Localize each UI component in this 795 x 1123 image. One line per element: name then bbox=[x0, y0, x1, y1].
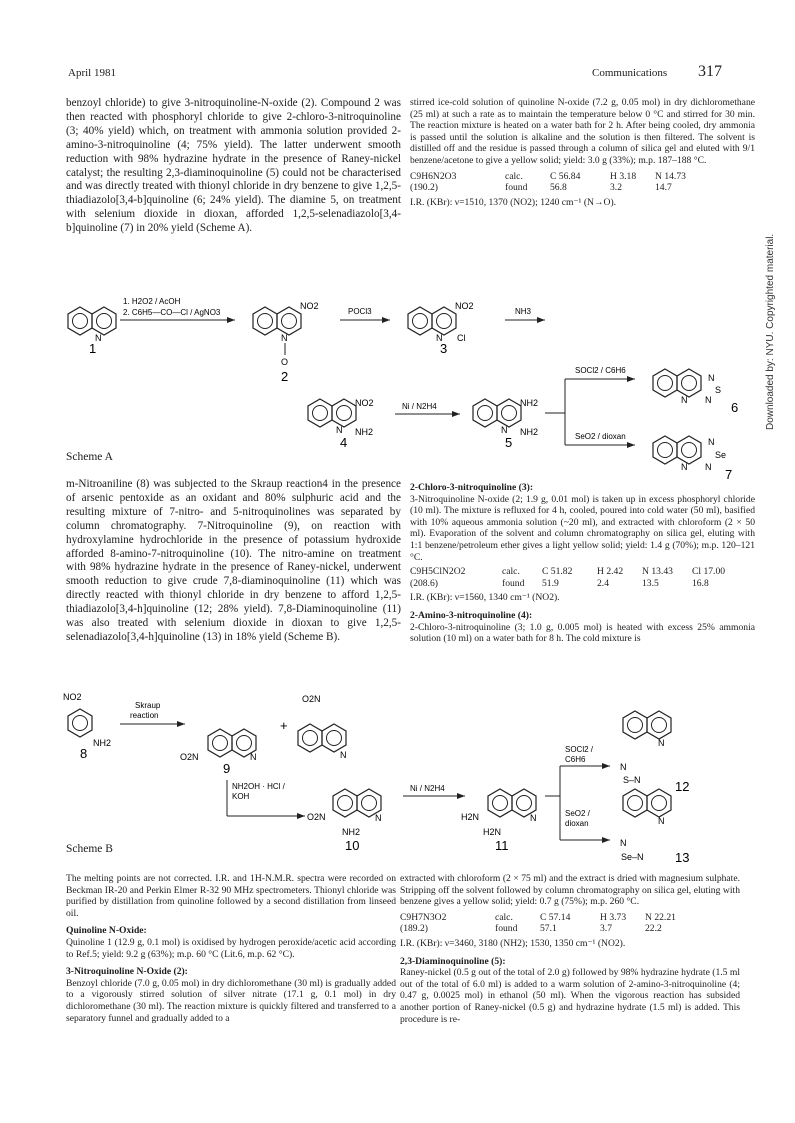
thiadiazoloquinoline-structure-6 bbox=[653, 369, 701, 397]
atom-nh2: NH2 bbox=[355, 427, 374, 437]
reagent-ni: Ni / N2H4 bbox=[402, 402, 437, 411]
atom-o2n: O2N bbox=[307, 812, 326, 822]
atom-n: N bbox=[281, 333, 288, 343]
reagent-nh2oh: NH2OH · HCl / bbox=[232, 782, 285, 791]
experimental-left-column bbox=[66, 873, 396, 1024]
quinoline-structure-4 bbox=[308, 399, 356, 427]
5-nitroquinoline-structure bbox=[298, 724, 346, 752]
procedure-5: Raney-nickel (0.5 g out of the total of 2.0 g) followed by 98% hydrazine hydrate (1.5 ml out of the total of 6.0 ml) is added to a warm solution of 2-amino-3-nitroquinoline (4; 0.47 g, 0.0025 mol) in ethanol (50 ml). When the vigorous reaction has subsided another portion of Raney-nickel (0.5 g) and hydrazine hydrate (1.5 ml) is added. This procedure is re- bbox=[400, 967, 740, 1025]
calc-c: C 56.84 bbox=[550, 170, 581, 182]
atom-n: N bbox=[705, 462, 712, 472]
heading-compound-5: 2,3-Diaminoquinoline (5): bbox=[400, 955, 506, 967]
atom-cl: Cl bbox=[457, 333, 466, 343]
reagent-skraup-reaction: reaction bbox=[130, 711, 159, 720]
aminonitroquinoline-structure-10 bbox=[333, 789, 381, 817]
formula: C9H5ClN2O2 bbox=[410, 566, 466, 578]
procedure-3: 3-Nitroquinoline N-oxide (2; 1.9 g, 0.01 mol) is taken up in excess phosphoryl chloride (10 ml). The mixture is refluxed for 4 h, cooled, poured into cold water (50 ml), basified with 10% aqueous ammonia solution (~20 ml), and extracted with chloroform (2 × 50 ml). Evaporation of the solvent and column chromatography on silica gel, eluting with 1:1 benzene/petroleum ether gives a light yellow solid; yield: 1.4 g (70%); m.p. 120–121 °C. bbox=[410, 493, 755, 563]
atom-n: N bbox=[375, 813, 382, 823]
found-h: 2.4 bbox=[597, 577, 609, 589]
compound-number-13: 13 bbox=[675, 850, 690, 865]
reagent-skraup: Skraup bbox=[135, 701, 161, 710]
found-c: 57.1 bbox=[540, 923, 557, 935]
compound-number-3: 3 bbox=[440, 341, 448, 356]
heading-compound-2: 3-Nitroquinoline N-Oxide (2): bbox=[66, 966, 188, 978]
found-label: found bbox=[502, 577, 525, 589]
mol-weight: (190.2) bbox=[410, 182, 438, 194]
calc-label: calc. bbox=[505, 170, 523, 182]
found-cl: 16.8 bbox=[692, 577, 709, 589]
reagent-koh: KOH bbox=[232, 792, 250, 801]
quinoline-structure-1 bbox=[68, 307, 116, 335]
atom-se: Se bbox=[715, 450, 727, 460]
compound-number-12: 12 bbox=[675, 779, 690, 794]
atom-n: N bbox=[708, 437, 715, 447]
procedure-2: Benzoyl chloride (7.0 g, 0.05 mol) in dry dichloromethane (30 ml) is gradually added to a vigorously stirred solution of silver nitrate (17.1 g, 0.1 mol) in dry dichloromethane (30 ml). The reaction mixture is quickly filtered and transferred to a separatory funnel and gradually added to a bbox=[66, 977, 396, 1024]
procedure-2-continued: stirred ice-cold solution of quinoline N-oxide (7.2 g, 0.05 mol) in dry dichloromethane (25 ml) at such a rate as to maintain the temperature below 0 °C and stirred for 30 min. The reaction mixture is heated on a water bath for 2 h. After being cooled, dry ammonia is passed until the solution is alkaline and the solution is then filtered. The solvent is distilled off and the residue is passed through a column of silica gel and eluted with 9/1 benzene/acetone to give a yellow solid; yield: 3.0 g (33%); m.p. 187–188 °C. bbox=[410, 97, 755, 166]
atom-n: N bbox=[658, 738, 665, 748]
found-h: 3.2 bbox=[610, 182, 622, 194]
atom-n: N bbox=[340, 750, 347, 760]
atom-n: N bbox=[708, 373, 715, 383]
thiadiazoloquinoline-structure-12 bbox=[623, 711, 671, 739]
calc-n: N 13.43 bbox=[642, 566, 673, 578]
atom-n: N bbox=[620, 838, 627, 848]
reagent-nh3: NH3 bbox=[515, 307, 532, 316]
quinoline-structure-5 bbox=[473, 399, 521, 427]
found-n: 22.2 bbox=[645, 923, 662, 935]
reagent-h2o2: 1. H2O2 / AcOH bbox=[123, 297, 181, 306]
reagent-ni-b: Ni / N2H4 bbox=[410, 784, 445, 793]
calc-label: calc. bbox=[495, 911, 513, 923]
compound-number-7: 7 bbox=[725, 467, 733, 480]
scheme-b-figure bbox=[55, 688, 745, 873]
compound-number-4: 4 bbox=[340, 435, 348, 450]
mol-weight: (189.2) bbox=[400, 923, 428, 935]
formula: C9H7N3O2 bbox=[400, 911, 447, 923]
atom-no2: NO2 bbox=[300, 301, 319, 311]
ir-data-3: I.R. (KBr): ν=1560, 1340 cm⁻¹ (NO2). bbox=[410, 592, 560, 604]
atom-se-n: Se–N bbox=[621, 852, 644, 862]
atom-n: N bbox=[530, 813, 537, 823]
compound-number-8: 8 bbox=[80, 746, 88, 761]
selenadiazoloquinoline-structure-13 bbox=[623, 789, 671, 817]
found-label: found bbox=[505, 182, 528, 194]
atom-s: S bbox=[715, 385, 722, 395]
atom-n: N bbox=[336, 425, 343, 435]
atom-n: N bbox=[681, 395, 688, 405]
atom-nh2: NH2 bbox=[342, 827, 361, 837]
nitroaniline-structure-8 bbox=[68, 709, 92, 737]
calc-c: C 57.14 bbox=[540, 911, 571, 923]
reagent-c6h6-b: C6H6 bbox=[565, 755, 586, 764]
calc-label: calc. bbox=[502, 566, 520, 578]
calc-h: H 2.42 bbox=[597, 566, 624, 578]
atom-h2n: H2N bbox=[461, 812, 480, 822]
atom-n: N bbox=[620, 762, 627, 772]
skraup-text: m-Nitroaniline (8) was subjected to the Skraup reaction4 in the presence of arsenic pentoxide as an oxidant and 80% sulphuric acid and the resulting mixture of 7-nitro- and 5-nitroquinolines was separated by column chromatography. 7-Nitroquinoline (9), on reaction with hydroxylamine hydrochloride in the presence of potassium hydroxide afforded 8-amino-7-nitroquinoline (10). The nitro-amine on treatment with 98% hydrazine hydrate in the presence of Raney-nickel, underwent smooth reduction to give crude 7,8-diaminoquinoline (11) which was directly reacted with thionyl chloride in dry benzene to afford 1,2,5-thiadiazolo[3,4-h]quinoline (12; 28% yield). 7,8-Diaminoquinoline (11) was also treated with selenium dioxide in dioxan to give 1,2,5-selenadiazolo[3,4-h]quinoline (13) in 18% yield (Scheme B). bbox=[66, 478, 401, 643]
scheme-a-label: Scheme A bbox=[66, 451, 113, 463]
compound-number-5: 5 bbox=[505, 435, 513, 450]
reagent-dioxan-b: dioxan bbox=[565, 819, 589, 828]
reagent-socl2: SOCl2 / C6H6 bbox=[575, 366, 626, 375]
atom-no2: NO2 bbox=[455, 301, 474, 311]
reagent-seo2: SeO2 / dioxan bbox=[575, 432, 626, 441]
page-number: 317 bbox=[698, 63, 722, 80]
found-c: 56.8 bbox=[550, 182, 567, 194]
atom-o2n: O2N bbox=[180, 752, 199, 762]
atom-no2: NO2 bbox=[63, 692, 82, 702]
atom-o2n: O2N bbox=[302, 694, 321, 704]
intro-paragraph bbox=[66, 97, 401, 236]
running-title: Communications bbox=[592, 67, 668, 79]
scheme-a-figure bbox=[55, 295, 755, 480]
atom-n: N bbox=[501, 425, 508, 435]
ir-data-2: I.R. (KBr): ν=1510, 1370 (NO2); 1240 cm⁻¹ (N→O). bbox=[410, 196, 617, 208]
compound-number-11: 11 bbox=[495, 838, 509, 853]
reagent-benzoyl: 2. C6H5—CO—Cl / AgNO3 bbox=[123, 308, 221, 317]
formula: C9H6N2O3 bbox=[410, 170, 457, 182]
procedure-4-end: extracted with chloroform (2 × 75 ml) and the extract is dried with magnesium sulphate. Stripping off the solvent followed by column chromatography on silica gel, eluting with benzene gives a yellow solid; yield: 0.7 g (75%); m.p. 260 °C. bbox=[400, 873, 740, 908]
atom-n: N bbox=[436, 333, 443, 343]
calc-n: N 22.21 bbox=[645, 911, 676, 923]
atom-n: N bbox=[658, 816, 665, 826]
quinoline-structure-2 bbox=[253, 307, 301, 335]
atom-n: N bbox=[95, 333, 102, 343]
quinoline-structure-3 bbox=[408, 307, 456, 335]
atom-o: O bbox=[281, 357, 289, 367]
procedure-4-start: 2-Chloro-3-nitroquinoline (3; 1.0 g, 0.005 mol) is heated with excess 25% ammonia solution (10 ml) on a water bath for 8 h. The cold mixture is bbox=[410, 621, 755, 645]
reagent-socl2-b: SOCl2 / bbox=[565, 745, 594, 754]
analysis-table-3 bbox=[410, 566, 755, 589]
ir-data-4: I.R. (KBr): ν=3460, 3180 (NH2); 1530, 1350 cm⁻¹ (NO2). bbox=[400, 937, 626, 949]
experimental-right-column bbox=[400, 873, 740, 1025]
mol-weight: (208.6) bbox=[410, 577, 438, 589]
reagent-seo2-b: SeO2 / bbox=[565, 809, 590, 818]
scheme-b-label: Scheme B bbox=[66, 843, 113, 855]
right-middle-column bbox=[410, 476, 755, 645]
atom-n: N bbox=[681, 462, 688, 472]
selenadiazoloquinoline-structure-7 bbox=[653, 436, 701, 464]
atom-n: N bbox=[705, 395, 712, 405]
download-notice: Downloaded by: NYU. Copyrighted material. bbox=[765, 233, 776, 430]
skraup-paragraph bbox=[66, 478, 401, 645]
calc-n: N 14.73 bbox=[655, 170, 686, 182]
atom-h2n: H2N bbox=[483, 827, 502, 837]
atom-nh2: NH2 bbox=[93, 738, 112, 748]
right-top-column bbox=[410, 97, 755, 208]
heading-quinoline-oxide: Quinoline N-Oxide: bbox=[66, 925, 147, 937]
found-h: 3.7 bbox=[600, 923, 612, 935]
procedure-quinoline-oxide: Quinoline 1 (12.9 g, 0.1 mol) is oxidised by hydrogen peroxide/acetic acid according to Ref.5; yield: 9.2 g (63%); m.p. 60 °C (Lit.6, m.p. 62 °C). bbox=[66, 936, 396, 960]
diaminoquinoline-structure-11 bbox=[488, 789, 536, 817]
atom-s-n: S–N bbox=[623, 775, 641, 785]
intro-text: benzoyl chloride) to give 3-nitroquinoline-N-oxide (2). Compound 2 was then reacted with phosphoryl chloride to give 2-chloro-3-nitroquinoline (3; 40% yield) which, on treatment with ammonia solution provided 2-amino-3-nitroquinoline (4; 75% yield). The latter underwent smooth reduction with 98% hydrazine hydrate in the presence of Raney-nickel catalyst; the resulting 2,3-diaminoquinoline (5) could not be characterised and was directly treated with thionyl chloride in dry benzene to give 1,2,5-thiadiazolo[3,4-b]quinoline (6; 24% yield). The diamine 5, on treatment with selenium dioxide in dioxan, afforded 1,2,5-selenadiazolo[3,4-b]quinoline (7) in 20% yield (Scheme A). bbox=[66, 97, 401, 235]
calc-h: H 3.18 bbox=[610, 170, 637, 182]
analysis-table-2 bbox=[410, 171, 755, 194]
analysis-table-4 bbox=[400, 912, 740, 935]
found-n: 14.7 bbox=[655, 182, 672, 194]
found-c: 51.9 bbox=[542, 577, 559, 589]
compound-number-9: 9 bbox=[223, 761, 231, 776]
plus-sign: + bbox=[280, 718, 288, 733]
atom-n: N bbox=[250, 752, 257, 762]
reagent-pocl3: POCl3 bbox=[348, 307, 372, 316]
compound-number-6: 6 bbox=[731, 400, 739, 415]
found-label: found bbox=[495, 923, 518, 935]
calc-cl: Cl 17.00 bbox=[692, 566, 726, 578]
nitroquinoline-structure-9 bbox=[208, 729, 256, 757]
calc-h: H 3.73 bbox=[600, 911, 627, 923]
compound-number-2: 2 bbox=[281, 369, 289, 384]
atom-nh2: NH2 bbox=[520, 398, 539, 408]
heading-compound-3: 2-Chloro-3-nitroquinoline (3): bbox=[410, 482, 534, 493]
found-n: 13.5 bbox=[642, 577, 659, 589]
compound-number-10: 10 bbox=[345, 838, 360, 853]
running-date: April 1981 bbox=[68, 67, 116, 79]
calc-c: C 51.82 bbox=[542, 566, 573, 578]
general-notes: The melting points are not corrected. I.R. and 1H-N.M.R. spectra were recorded on Beckman IR-20 and Perkin Elmer R-32 90 MHz spectrometers. Thionyl chloride was purified by distillation from quinoline followed by a second distillation from linseed oil. bbox=[66, 873, 396, 919]
atom-no2: NO2 bbox=[355, 398, 374, 408]
heading-compound-4: 2-Amino-3-nitroquinoline (4): bbox=[410, 609, 533, 621]
compound-number-1: 1 bbox=[89, 341, 97, 356]
atom-nh2: NH2 bbox=[520, 427, 539, 437]
